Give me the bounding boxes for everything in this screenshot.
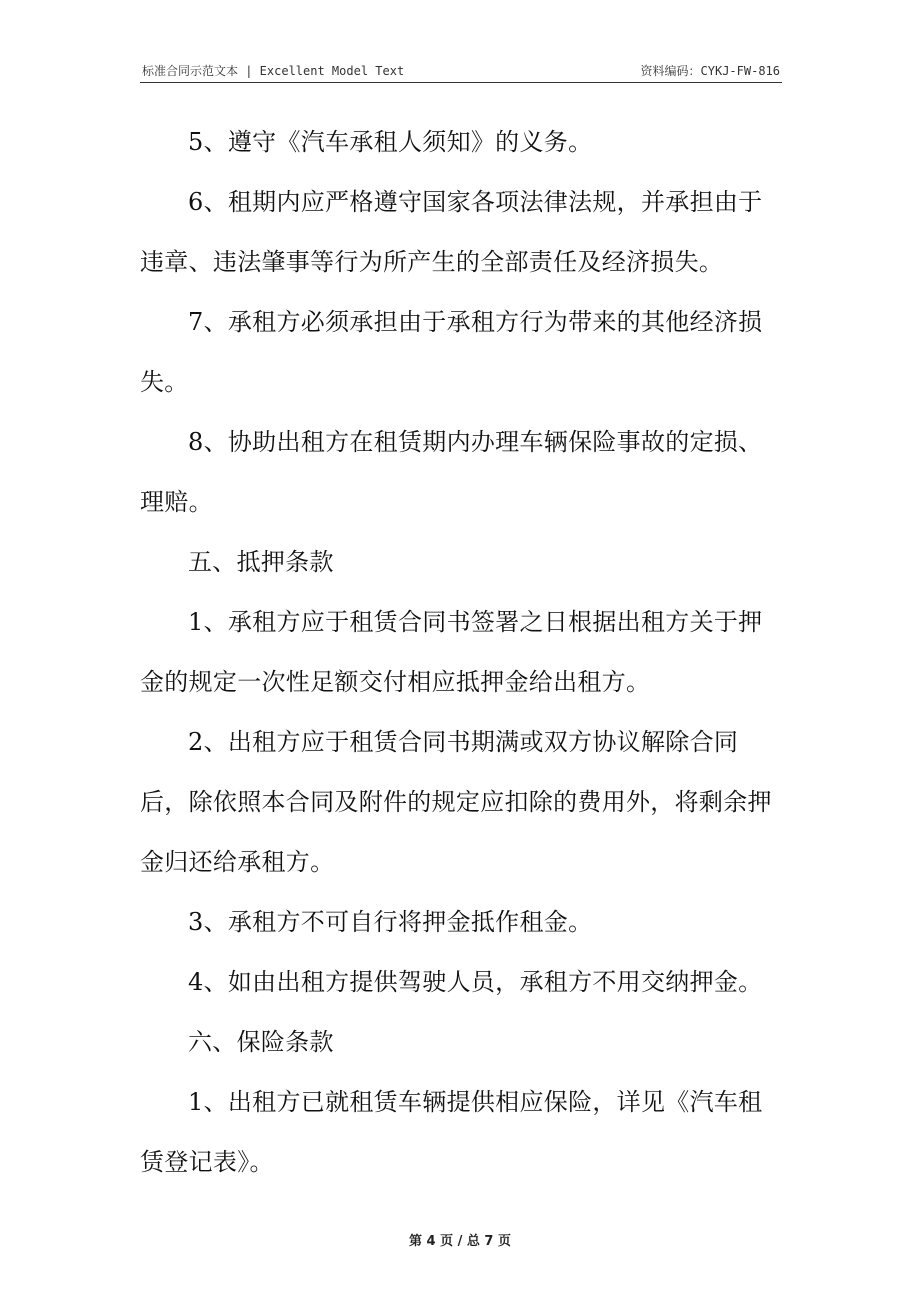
paragraph: 3、承租方不可自行将押金抵作租金。 — [188, 908, 593, 936]
paragraph: 6、租期内应严格遵守国家各项法律法规，并承担由于违章、违法肇事等行为所产生的全部责任及经济损失。 — [140, 188, 763, 276]
paragraph: 4、如由出租方提供驾驶人员，承租方不用交纳押金。 — [188, 968, 763, 996]
paragraph: 1、出租方已就租赁车辆提供相应保险，详见《汽车租赁登记表》。 — [140, 1088, 763, 1176]
paragraph: 7、承租方必须承担由于承租方行为带来的其他经济损失。 — [140, 308, 763, 396]
header-doc-code: 资料编码：CYKJ-FW-816 — [640, 64, 780, 78]
paragraph: 2、出租方应于租赁合同书期满或双方协议解除合同后，除依照本合同及附件的规定应扣除的费用外，将剩余押金归还给承租方。 — [140, 728, 772, 876]
paragraph: 5、遵守《汽车承租人须知》的义务。 — [188, 128, 593, 156]
section-heading: 五、抵押条款 — [188, 548, 334, 576]
paragraph: 8、协助出租方在租赁期内办理车辆保险事故的定损、理赔。 — [140, 428, 763, 516]
page-footer — [0, 1230, 920, 1249]
document-body — [140, 112, 782, 1192]
paragraph: 1、承租方应于租赁合同书签署之日根据出租方关于押金的规定一次性足额交付相应抵押金给出租方。 — [140, 608, 763, 696]
header-title: 标准合同示范文本 | Excellent Model Text — [142, 64, 405, 78]
section-heading: 六、保险条款 — [188, 1028, 334, 1056]
page-number: 第 4 页 / 总 7 页 — [409, 1234, 511, 1249]
page-header — [140, 58, 782, 83]
